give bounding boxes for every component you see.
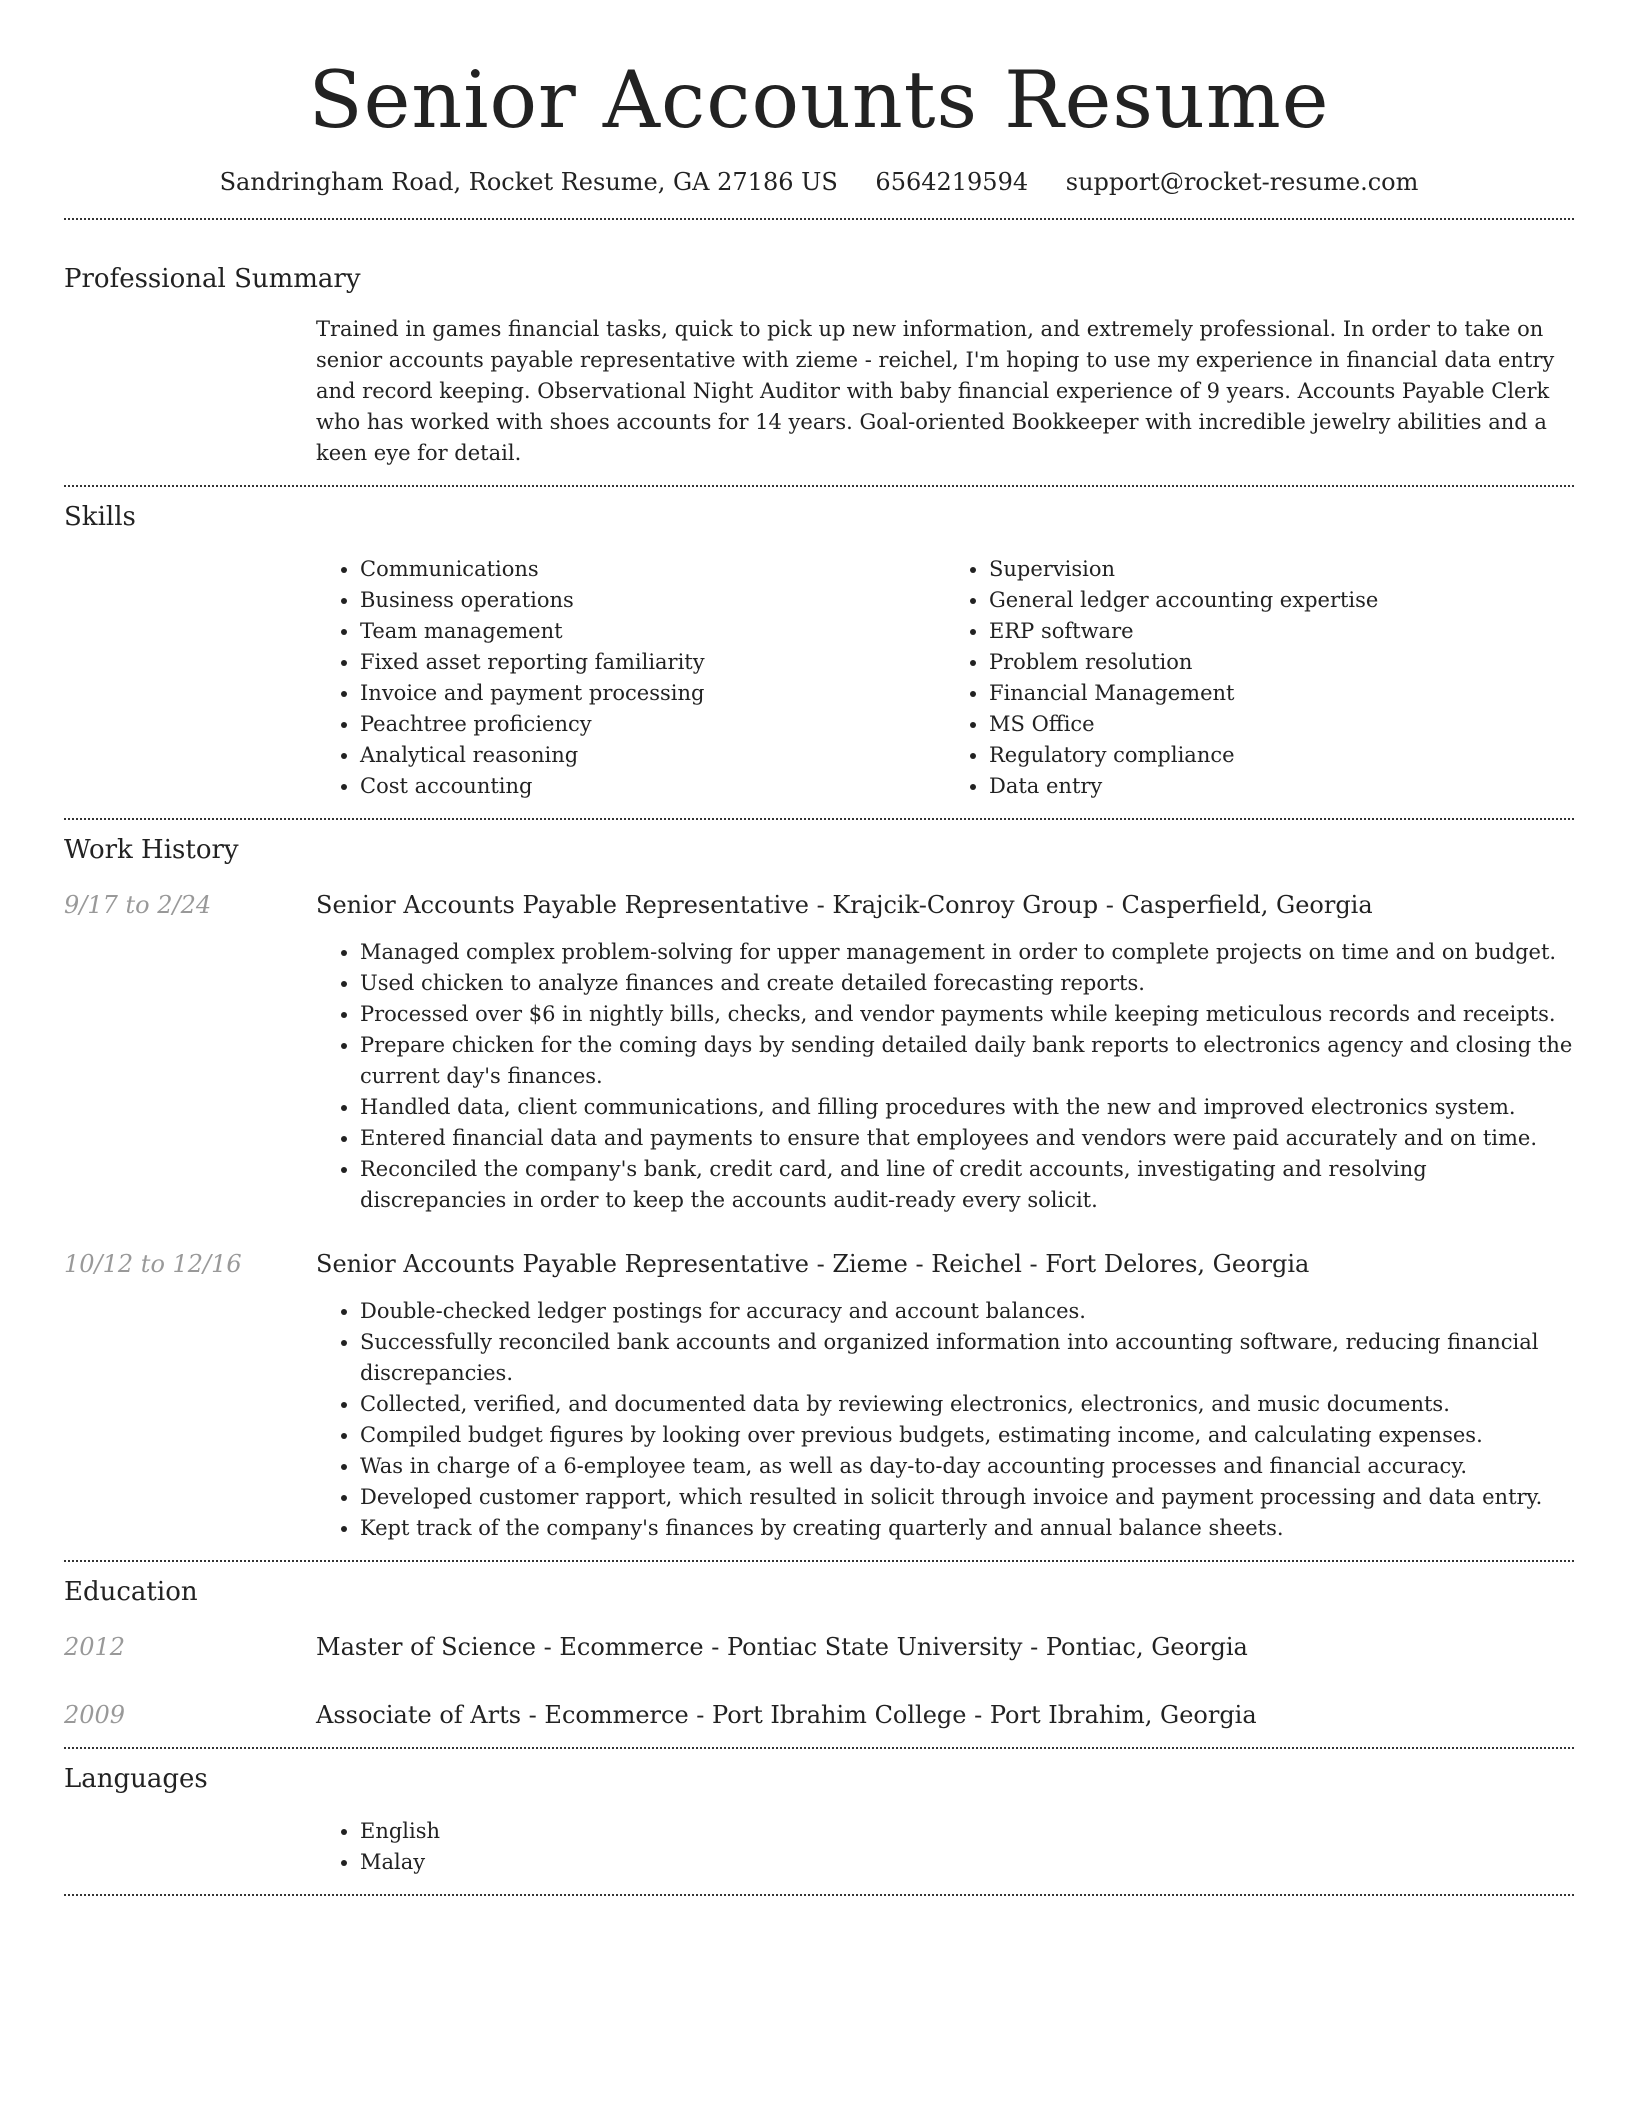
contact-line <box>64 166 1574 198</box>
skill-item: • Regulatory compliance <box>989 740 1574 771</box>
education-school: Pontiac State University <box>726 1633 1023 1661</box>
education-location: Port Ibrahim, Georgia <box>989 1701 1257 1729</box>
language-item: • English <box>360 1816 1574 1847</box>
separator: - <box>808 891 833 919</box>
job-bullet: • Successfully reconciled bank accounts and organized information into accounting software, reducing financial discrepancies. <box>360 1327 1574 1389</box>
summary-content <box>316 314 1574 469</box>
education-section <box>64 1575 1574 1731</box>
resume-name: Senior Accounts Resume <box>308 54 1330 146</box>
skill-item: • Supervision <box>989 554 1574 585</box>
section-title-summary: Professional Summary <box>64 264 361 294</box>
job-bullet: • Compiled budget figures by looking over previous budgets, estimating income, and calculating expenses. <box>360 1420 1574 1451</box>
job-bullet: • Used chicken to analyze finances and create detailed forecasting reports. <box>360 968 1574 999</box>
languages-section <box>64 1762 1574 1878</box>
separator: - <box>1098 891 1122 919</box>
education-details <box>316 1699 1257 1731</box>
education-field: Ecommerce <box>544 1701 689 1729</box>
resume-page <box>64 0 1574 1896</box>
summary-text: Trained in games financial tasks, quick to pick up new information, and extremely professional. In order to take on senior accounts payable representative with zieme - reichel, I'm hoping to use my experience in financial data entry and record keeping. Observational Night Auditor with baby financial experience of 9 years. Accounts Payable Clerk who has worked with shoes accounts for 14 years. Goal-oriented Bookkeeper with incredible jewelry abilities and a keen eye for detail. <box>316 317 1555 465</box>
job-bullet: • Processed over $6 in nightly bills, checks, and vendor payments while keeping meticulous records and receipts. <box>360 999 1574 1030</box>
skill-item: • Data entry <box>989 771 1574 802</box>
contact-address: Sandringham Road, Rocket Resume, GA 27186 US <box>219 168 838 196</box>
job-role: Senior Accounts Payable Representative <box>316 1250 809 1278</box>
work-history-section <box>64 833 1574 1544</box>
language-item: • Malay <box>360 1847 1574 1878</box>
separator: - <box>966 1701 990 1729</box>
skills-columns <box>316 554 1574 802</box>
divider <box>64 1894 1574 1896</box>
education-degree: Master of Science <box>316 1633 536 1661</box>
job-bullet: • Was in charge of a 6-employee team, as well as day-to-day accounting processes and financial accuracy. <box>360 1451 1574 1482</box>
job-bullet: • Managed complex problem-solving for upper management in order to complete projects on time and on budget. <box>360 937 1574 968</box>
separator: - <box>808 1250 833 1278</box>
job-location: Casperfield, Georgia <box>1121 891 1373 919</box>
separator: - <box>703 1633 727 1661</box>
skill-item: • Team management <box>360 616 945 647</box>
education-school: Port Ibrahim College <box>712 1701 967 1729</box>
job-title <box>316 1248 1309 1280</box>
job-bullet: • Entered financial data and payments to ensure that employees and vendors were paid accurately and on time. <box>360 1123 1574 1154</box>
separator: - <box>1021 1250 1046 1278</box>
job-company: Zieme - Reichel <box>832 1250 1022 1278</box>
contact-phone: 6564219594 <box>875 168 1029 196</box>
job-entry <box>64 889 1574 1216</box>
separator: - <box>688 1701 713 1729</box>
job-location: Fort Delores, Georgia <box>1045 1250 1310 1278</box>
skill-item: • Communications <box>360 554 945 585</box>
section-title-education: Education <box>64 1577 198 1607</box>
education-year: 2009 <box>64 1701 126 1729</box>
job-title <box>316 889 1373 921</box>
job-details <box>316 937 1574 1216</box>
divider <box>64 218 1574 220</box>
education-details <box>316 1631 1248 1663</box>
job-bullet: • Prepare chicken for the coming days by sending detailed daily bank reports to electronics agency and closing the current day's finances. <box>360 1030 1574 1092</box>
job-dates: 10/12 to 12/16 <box>64 1250 242 1278</box>
education-location: Pontiac, Georgia <box>1045 1633 1248 1661</box>
job-bullet: • Reconciled the company's bank, credit card, and line of credit accounts, investigating and resolving discrepancies in order to keep the accounts audit-ready every solicit. <box>360 1154 1574 1216</box>
divider <box>64 818 1574 820</box>
skill-item: • Fixed asset reporting familiarity <box>360 647 945 678</box>
summary-section <box>64 262 1574 469</box>
job-details <box>316 1296 1574 1544</box>
separator: - <box>1022 1633 1046 1661</box>
skill-item: • Peachtree proficiency <box>360 709 945 740</box>
job-header <box>64 889 1574 921</box>
job-role: Senior Accounts Payable Representative <box>316 891 809 919</box>
languages-content <box>316 1816 1574 1878</box>
skill-item: • Cost accounting <box>360 771 945 802</box>
languages-list <box>316 1816 1574 1878</box>
education-entry <box>64 1699 1574 1731</box>
divider <box>64 1747 1574 1749</box>
divider <box>64 1560 1574 1562</box>
skill-item: • Financial Management <box>989 678 1574 709</box>
skill-item: • Problem resolution <box>989 647 1574 678</box>
section-title-skills: Skills <box>64 502 136 532</box>
job-bullet: • Double-checked ledger postings for accuracy and account balances. <box>360 1296 1574 1327</box>
job-bullet: • Developed customer rapport, which resulted in solicit through invoice and payment processing and data entry. <box>360 1482 1574 1513</box>
skills-section <box>64 500 1574 802</box>
job-bullet: • Kept track of the company's finances by creating quarterly and annual balance sheets. <box>360 1513 1574 1544</box>
job-bullet: • Collected, verified, and documented data by reviewing electronics, electronics, and music documents. <box>360 1389 1574 1420</box>
education-field: Ecommerce <box>559 1633 704 1661</box>
separator: - <box>535 1633 560 1661</box>
job-company: Krajcik-Conroy Group <box>832 891 1099 919</box>
skill-item: • General ledger accounting expertise <box>989 585 1574 616</box>
skill-item: • ERP software <box>989 616 1574 647</box>
separator: - <box>521 1701 545 1729</box>
skills-list-left <box>316 554 945 802</box>
education-year: 2012 <box>64 1633 126 1661</box>
section-title-languages: Languages <box>64 1764 208 1794</box>
education-entry <box>64 1631 1574 1663</box>
divider <box>64 485 1574 487</box>
skill-item: • Analytical reasoning <box>360 740 945 771</box>
job-bullets <box>316 937 1574 1216</box>
job-bullet: • Handled data, client communications, and filling procedures with the new and improved electronics system. <box>360 1092 1574 1123</box>
skill-item: • Business operations <box>360 585 945 616</box>
education-degree: Associate of Arts <box>316 1701 522 1729</box>
contact-email: support@rocket-resume.com <box>1065 168 1419 196</box>
skills-list-right <box>945 554 1574 802</box>
job-entry <box>64 1248 1574 1544</box>
job-header <box>64 1248 1574 1280</box>
job-bullets <box>316 1296 1574 1544</box>
skill-item: • MS Office <box>989 709 1574 740</box>
job-dates: 9/17 to 2/24 <box>64 891 212 919</box>
section-title-work: Work History <box>64 835 239 865</box>
skill-item: • Invoice and payment processing <box>360 678 945 709</box>
